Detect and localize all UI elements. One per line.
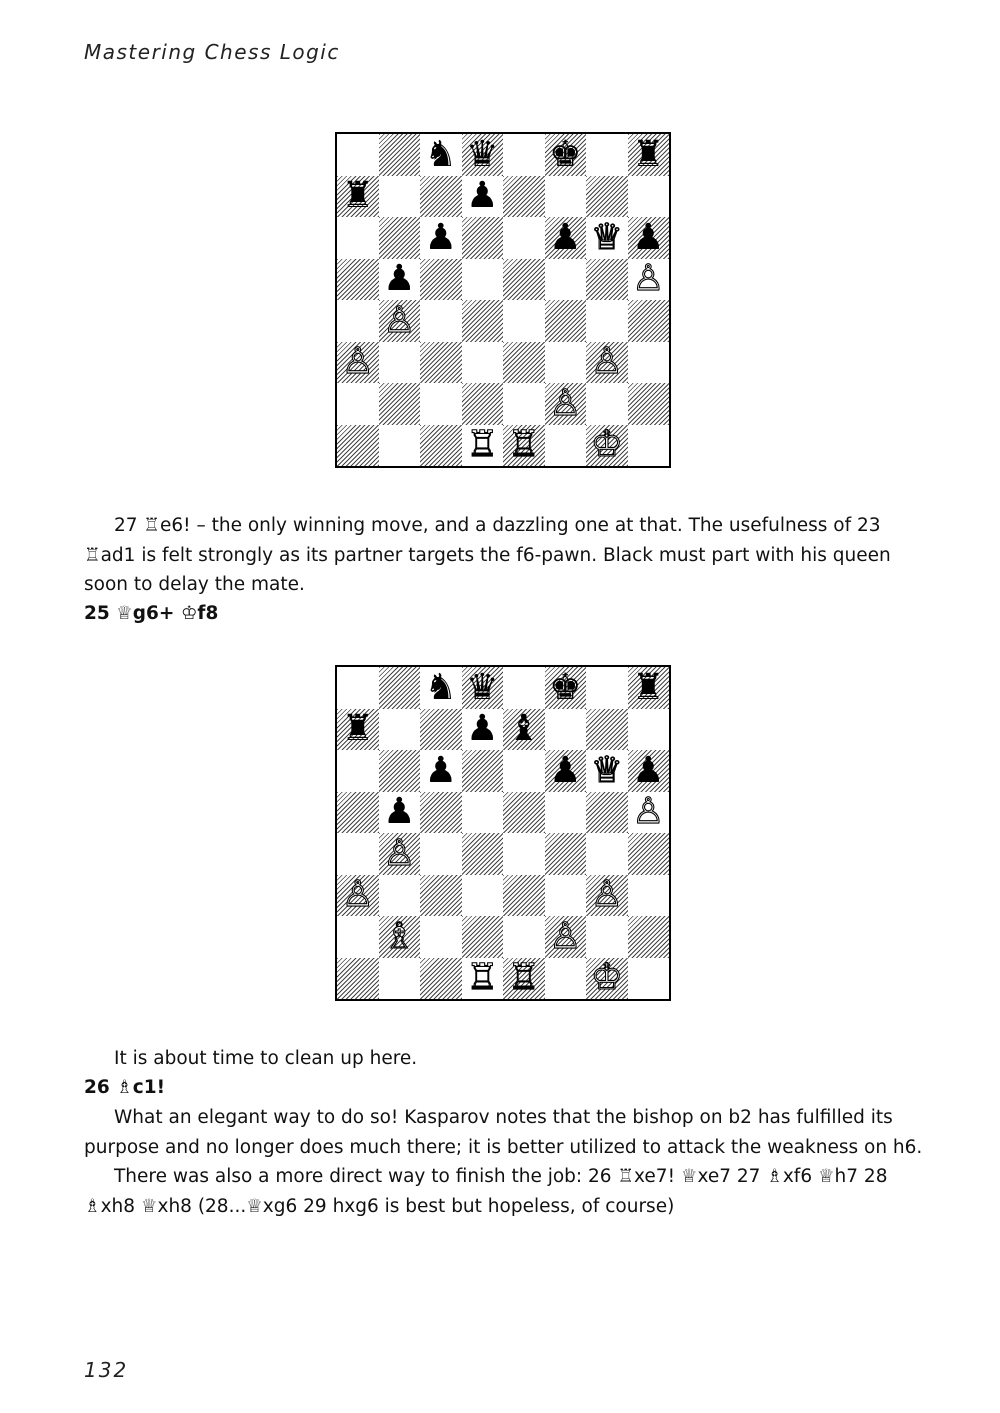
black-pawn-icon: ♟ bbox=[632, 749, 665, 791]
black-pawn-icon: ♟ bbox=[632, 216, 665, 258]
square-e4 bbox=[503, 833, 545, 875]
square-e6 bbox=[503, 750, 545, 792]
square-g2 bbox=[586, 916, 628, 958]
white-pawn-icon: ♙ bbox=[632, 258, 665, 300]
square-b6 bbox=[379, 217, 421, 259]
black-queen-icon: ♛ bbox=[466, 666, 499, 708]
square-b2 bbox=[379, 383, 421, 425]
square-e7 bbox=[503, 176, 545, 218]
square-e1 bbox=[503, 425, 545, 467]
square-d3 bbox=[462, 342, 504, 384]
square-c3 bbox=[420, 875, 462, 917]
square-d6 bbox=[462, 217, 504, 259]
square-a7 bbox=[337, 709, 379, 751]
square-g2 bbox=[586, 383, 628, 425]
square-a3 bbox=[337, 875, 379, 917]
square-f3 bbox=[545, 342, 587, 384]
square-c5 bbox=[420, 792, 462, 834]
square-a2 bbox=[337, 383, 379, 425]
square-e2 bbox=[503, 916, 545, 958]
black-rook-icon: ♜ bbox=[341, 708, 374, 750]
square-h2 bbox=[628, 916, 670, 958]
square-g5 bbox=[586, 792, 628, 834]
square-e3 bbox=[503, 875, 545, 917]
square-d5 bbox=[462, 792, 504, 834]
square-h8 bbox=[628, 667, 670, 709]
white-bishop-icon: ♗ bbox=[383, 915, 416, 957]
black-king-icon: ♚ bbox=[549, 666, 582, 708]
square-f1 bbox=[545, 958, 587, 1000]
square-c6 bbox=[420, 217, 462, 259]
square-h4 bbox=[628, 300, 670, 342]
move-26: 26 ♗c1! bbox=[84, 1077, 166, 1098]
square-d2 bbox=[462, 916, 504, 958]
white-rook-icon: ♖ bbox=[466, 424, 499, 466]
square-a7 bbox=[337, 176, 379, 218]
square-h8 bbox=[628, 134, 670, 176]
square-d1 bbox=[462, 958, 504, 1000]
square-a6 bbox=[337, 750, 379, 792]
square-d7 bbox=[462, 709, 504, 751]
paragraph-2: It is about time to clean up here. bbox=[114, 1048, 418, 1069]
square-c8 bbox=[420, 667, 462, 709]
square-b7 bbox=[379, 176, 421, 218]
white-pawn-icon: ♙ bbox=[549, 915, 582, 957]
white-king-icon: ♔ bbox=[590, 957, 623, 999]
black-rook-icon: ♜ bbox=[341, 175, 374, 217]
square-f7 bbox=[545, 709, 587, 751]
square-d1 bbox=[462, 425, 504, 467]
square-c2 bbox=[420, 916, 462, 958]
square-e8 bbox=[503, 667, 545, 709]
black-bishop-icon: ♝ bbox=[507, 708, 540, 750]
square-c7 bbox=[420, 709, 462, 751]
square-c1 bbox=[420, 425, 462, 467]
square-d7 bbox=[462, 176, 504, 218]
square-a2 bbox=[337, 916, 379, 958]
square-b1 bbox=[379, 425, 421, 467]
square-d4 bbox=[462, 300, 504, 342]
square-e4 bbox=[503, 300, 545, 342]
square-b8 bbox=[379, 134, 421, 176]
square-h1 bbox=[628, 425, 670, 467]
square-h6 bbox=[628, 750, 670, 792]
square-f7 bbox=[545, 176, 587, 218]
square-g4 bbox=[586, 300, 628, 342]
square-g1 bbox=[586, 958, 628, 1000]
square-f4 bbox=[545, 833, 587, 875]
black-knight-icon: ♞ bbox=[424, 133, 457, 175]
square-b7 bbox=[379, 709, 421, 751]
square-a4 bbox=[337, 833, 379, 875]
black-pawn-icon: ♟ bbox=[466, 708, 499, 750]
square-f6 bbox=[545, 217, 587, 259]
square-a1 bbox=[337, 425, 379, 467]
black-pawn-icon: ♟ bbox=[549, 749, 582, 791]
square-c3 bbox=[420, 342, 462, 384]
square-b6 bbox=[379, 750, 421, 792]
square-h7 bbox=[628, 176, 670, 218]
square-c1 bbox=[420, 958, 462, 1000]
square-a8 bbox=[337, 134, 379, 176]
square-g3 bbox=[586, 875, 628, 917]
square-h6 bbox=[628, 217, 670, 259]
square-b1 bbox=[379, 958, 421, 1000]
white-rook-icon: ♖ bbox=[507, 957, 540, 999]
square-h2 bbox=[628, 383, 670, 425]
square-g8 bbox=[586, 667, 628, 709]
square-c5 bbox=[420, 259, 462, 301]
black-pawn-icon: ♟ bbox=[466, 175, 499, 217]
square-g8 bbox=[586, 134, 628, 176]
white-rook-icon: ♖ bbox=[507, 424, 540, 466]
square-f8 bbox=[545, 667, 587, 709]
square-e2 bbox=[503, 383, 545, 425]
chess-diagram-1 bbox=[335, 132, 671, 468]
square-g6 bbox=[586, 750, 628, 792]
black-rook-icon: ♜ bbox=[632, 133, 665, 175]
square-h7 bbox=[628, 709, 670, 751]
square-d6 bbox=[462, 750, 504, 792]
square-b3 bbox=[379, 342, 421, 384]
black-pawn-icon: ♟ bbox=[424, 749, 457, 791]
black-queen-icon: ♛ bbox=[466, 133, 499, 175]
black-pawn-icon: ♟ bbox=[383, 791, 416, 833]
square-g3 bbox=[586, 342, 628, 384]
square-d3 bbox=[462, 875, 504, 917]
square-f4 bbox=[545, 300, 587, 342]
square-g5 bbox=[586, 259, 628, 301]
square-c4 bbox=[420, 833, 462, 875]
white-pawn-icon: ♙ bbox=[383, 832, 416, 874]
square-b5 bbox=[379, 792, 421, 834]
square-d8 bbox=[462, 134, 504, 176]
black-pawn-icon: ♟ bbox=[424, 216, 457, 258]
square-d4 bbox=[462, 833, 504, 875]
black-knight-icon: ♞ bbox=[424, 666, 457, 708]
white-queen-icon: ♕ bbox=[590, 749, 623, 791]
square-e7 bbox=[503, 709, 545, 751]
running-head: Mastering Chess Logic bbox=[84, 40, 340, 64]
white-pawn-icon: ♙ bbox=[341, 341, 374, 383]
square-g7 bbox=[586, 176, 628, 218]
white-pawn-icon: ♙ bbox=[549, 382, 582, 424]
white-rook-icon: ♖ bbox=[466, 957, 499, 999]
square-e3 bbox=[503, 342, 545, 384]
square-d5 bbox=[462, 259, 504, 301]
square-b4 bbox=[379, 833, 421, 875]
square-f5 bbox=[545, 792, 587, 834]
black-pawn-icon: ♟ bbox=[383, 258, 416, 300]
square-e5 bbox=[503, 792, 545, 834]
square-b2 bbox=[379, 916, 421, 958]
white-pawn-icon: ♙ bbox=[590, 874, 623, 916]
move-25: 25 ♕g6+ ♔f8 bbox=[84, 603, 219, 624]
square-c4 bbox=[420, 300, 462, 342]
paragraph-4: There was also a more direct way to finish the job: 26 ♖xe7! ♕xe7 27 ♗xf6 ♕h7 28 ♗xh8 ♕xh8 (28...♕xg6 29 hxg6 is best but hopeless, of course) bbox=[84, 1166, 894, 1217]
square-h5 bbox=[628, 259, 670, 301]
square-d2 bbox=[462, 383, 504, 425]
square-f8 bbox=[545, 134, 587, 176]
square-c8 bbox=[420, 134, 462, 176]
square-e6 bbox=[503, 217, 545, 259]
square-c6 bbox=[420, 750, 462, 792]
square-a8 bbox=[337, 667, 379, 709]
square-g4 bbox=[586, 833, 628, 875]
square-g1 bbox=[586, 425, 628, 467]
square-a5 bbox=[337, 259, 379, 301]
square-b8 bbox=[379, 667, 421, 709]
square-g7 bbox=[586, 709, 628, 751]
square-a4 bbox=[337, 300, 379, 342]
square-a5 bbox=[337, 792, 379, 834]
square-e1 bbox=[503, 958, 545, 1000]
square-a3 bbox=[337, 342, 379, 384]
black-rook-icon: ♜ bbox=[632, 666, 665, 708]
square-c2 bbox=[420, 383, 462, 425]
square-b5 bbox=[379, 259, 421, 301]
square-e5 bbox=[503, 259, 545, 301]
square-f3 bbox=[545, 875, 587, 917]
white-pawn-icon: ♙ bbox=[383, 299, 416, 341]
black-king-icon: ♚ bbox=[549, 133, 582, 175]
square-f5 bbox=[545, 259, 587, 301]
square-b3 bbox=[379, 875, 421, 917]
square-b4 bbox=[379, 300, 421, 342]
white-queen-icon: ♕ bbox=[590, 216, 623, 258]
square-f2 bbox=[545, 383, 587, 425]
square-h4 bbox=[628, 833, 670, 875]
square-e8 bbox=[503, 134, 545, 176]
square-h1 bbox=[628, 958, 670, 1000]
white-pawn-icon: ♙ bbox=[590, 341, 623, 383]
square-h3 bbox=[628, 875, 670, 917]
paragraph-1: 27 ♖e6! – the only winning move, and a dazzling one at that. The usefulness of 23 ♖ad1 is felt strongly as its partner targets the f6-pawn. Black must part with his queen soon to delay the mate. bbox=[84, 515, 897, 595]
page-number: 132 bbox=[84, 1358, 129, 1382]
square-a6 bbox=[337, 217, 379, 259]
black-pawn-icon: ♟ bbox=[549, 216, 582, 258]
square-d8 bbox=[462, 667, 504, 709]
white-pawn-icon: ♙ bbox=[341, 874, 374, 916]
paragraph-3: What an elegant way to do so! Kasparov notes that the bishop on b2 has fulfilled its purpose and no longer does much there; it is better utilized to attack the weakness on h6. bbox=[84, 1107, 923, 1158]
square-f2 bbox=[545, 916, 587, 958]
square-h5 bbox=[628, 792, 670, 834]
chess-diagram-2 bbox=[335, 665, 671, 1001]
square-a1 bbox=[337, 958, 379, 1000]
white-pawn-icon: ♙ bbox=[632, 791, 665, 833]
white-king-icon: ♔ bbox=[590, 424, 623, 466]
square-f1 bbox=[545, 425, 587, 467]
square-c7 bbox=[420, 176, 462, 218]
square-h3 bbox=[628, 342, 670, 384]
square-g6 bbox=[586, 217, 628, 259]
square-f6 bbox=[545, 750, 587, 792]
